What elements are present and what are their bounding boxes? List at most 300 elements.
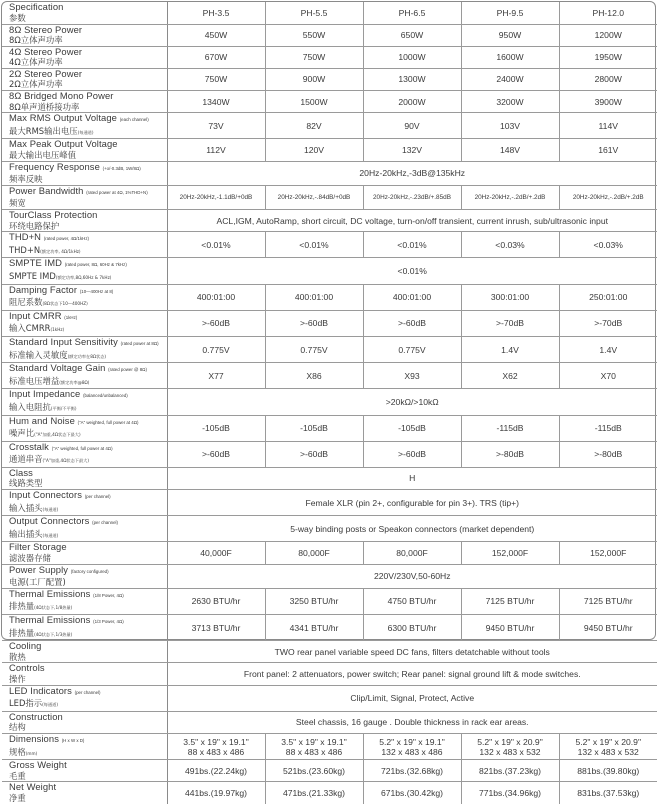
spec-label-en-note: ("A" weighted, full power at 4Ω)	[77, 419, 139, 425]
spec-value: 73V	[167, 113, 265, 139]
spec-value: 132V	[363, 139, 461, 161]
spec-value: -115dB	[461, 415, 559, 441]
spec-value: 300:01:00	[461, 284, 559, 310]
spec-value: 6300 BTU/hr	[363, 615, 461, 641]
spec-label-cn	[9, 376, 167, 389]
spec-label-en-text: Hum and Noise	[9, 414, 75, 426]
spec-label-cn	[9, 221, 167, 232]
spec-label-cn-text: 电源(工厂配置)	[9, 577, 66, 588]
spec-label-cell	[2, 711, 167, 733]
spec-label-cell	[2, 490, 167, 516]
spec-value: 400:01:00	[265, 284, 363, 310]
spec-label-en	[9, 210, 167, 221]
spec-value: 1000W	[363, 46, 461, 68]
spec-label-cell	[2, 310, 167, 336]
spec-label-cn	[9, 577, 167, 588]
spec-label-en-note: (1/3 Power, 4Ω)	[93, 619, 124, 624]
spec-label-en	[9, 641, 167, 652]
spec-value: 550W	[265, 24, 363, 46]
spec-label-cn	[9, 402, 167, 415]
spec-row	[2, 711, 657, 733]
spec-label-cn-text: LED指示	[9, 698, 43, 709]
spec-label-cell	[2, 161, 167, 185]
spec-label-en-note: (balanced/unbalanced)	[83, 393, 128, 399]
spec-value: 120V	[265, 139, 363, 161]
spec-label-en-text: Power Bandwidth	[9, 184, 84, 196]
spec-label-cell	[2, 782, 167, 804]
header-row	[2, 2, 657, 24]
spec-label-cn	[9, 428, 167, 441]
spec-label-en	[9, 311, 167, 324]
spec-row	[2, 516, 657, 542]
spec-label-cn-note: (4Ω状态下,1/8热量)	[34, 605, 73, 611]
spec-label-en	[9, 69, 167, 80]
spec-value-shared: 20Hz-20kHz,-3dB@135kHz	[167, 161, 657, 185]
spec-value: 1300W	[363, 68, 461, 90]
spec-label-en	[9, 782, 167, 793]
spec-value: 3900W	[559, 91, 657, 113]
spec-label-cn-text: 输出插头	[9, 528, 43, 539]
spec-value: 82V	[265, 113, 363, 139]
spec-label-en-text: Thermal Emissions	[9, 614, 91, 625]
spec-label-en	[9, 232, 167, 245]
dimension-mm: 88 x 483 x 486	[187, 746, 245, 757]
spec-label-en-text: Power Supply	[9, 563, 69, 575]
spec-row	[2, 363, 657, 389]
spec-label-en-text: 4Ω Stereo Power	[9, 45, 83, 57]
spec-value: 2400W	[461, 68, 559, 90]
spec-value: 1.4V	[559, 336, 657, 362]
spec-label-cn-note: ("A"加重,4Ω状态下最大)	[34, 432, 81, 438]
spec-value-shared: 5-way binding posts or Speakon connectors (market dependent)	[167, 516, 657, 542]
spec-value: 950W	[461, 24, 559, 46]
spec-label-cn	[9, 57, 167, 68]
spec-label-en	[9, 186, 167, 199]
spec-label-cn	[9, 771, 167, 782]
spec-label-cn	[9, 150, 167, 161]
spec-label-cn-note: (4Ω状态下,1/3热量)	[34, 631, 73, 637]
model-header: PH-12.0	[559, 2, 657, 24]
spec-value: 441bs.(19.97kg)	[184, 787, 248, 798]
spec-value: >-70dB	[461, 310, 559, 336]
spec-value: 750W	[167, 68, 265, 90]
spec-value: X70	[559, 363, 657, 389]
spec-label-cell	[2, 389, 167, 415]
spec-value: >-60dB	[167, 310, 265, 336]
spec-label-cell	[2, 542, 167, 564]
spec-label-en	[9, 113, 167, 126]
spec-value: 20Hz-20kHz,-.84dB/+0dB	[265, 185, 363, 209]
spec-label-cell	[2, 210, 167, 232]
spec-table-body	[2, 2, 657, 804]
spec-label-cell	[2, 441, 167, 467]
spec-label-cn	[9, 793, 167, 804]
spec-value: 1200W	[559, 24, 657, 46]
dimension-inches: 5.2" x 19" x 19.1"	[379, 736, 445, 747]
header-label-cn: 参数	[9, 12, 26, 23]
spec-label-en-note: (+o/-0.3dB, 1W/8Ω)	[102, 165, 141, 171]
spec-row	[2, 310, 657, 336]
spec-label-cn	[9, 297, 167, 310]
spec-label-cn-text: 标准电压增益	[9, 375, 60, 386]
spec-row	[2, 389, 657, 415]
spec-value: 750W	[265, 46, 363, 68]
spec-value: 1500W	[265, 91, 363, 113]
spec-label-cell	[2, 467, 167, 489]
spec-label-cn-text: 2Ω立体声功率	[9, 79, 63, 90]
spec-value: 112V	[167, 139, 265, 161]
dimension-inches: 3.5" x 19" x 19.1"	[281, 736, 347, 747]
spec-value-shared: Female XLR (pin 2+, configurable for pin 3+). TRS (tip+)	[167, 490, 657, 516]
spec-value-shared: Front panel: 2 attenuators, power switch; Rear panel: signal ground lift & mode switches.	[167, 663, 657, 685]
spec-value: 0.775V	[265, 336, 363, 362]
spec-row	[2, 185, 657, 209]
spec-label-en	[9, 565, 167, 578]
dimension-mm: 132 x 483 x 532	[577, 746, 639, 757]
spec-label-cn	[9, 79, 167, 90]
spec-label-cell	[2, 516, 167, 542]
spec-label-cn-text: 最大RMS输出电压	[9, 125, 78, 136]
spec-value-shared: >20kΩ/>10kΩ	[167, 389, 657, 415]
spec-row	[2, 91, 657, 113]
header-label-en: Specification	[9, 1, 64, 13]
spec-label-cell	[2, 588, 167, 614]
spec-label-cn-text: 输入插头	[9, 502, 43, 513]
spec-label-cn	[9, 529, 167, 542]
dimension-inches: 5.2" x 19" x 20.9"	[575, 736, 642, 747]
spec-value: >-60dB	[265, 310, 363, 336]
spec-row	[2, 336, 657, 362]
spec-value-dimensions	[265, 733, 363, 759]
spec-value-dimensions	[363, 733, 461, 759]
spec-value: 491bs.(22.24kg)	[167, 760, 265, 782]
spec-label-cell	[2, 113, 167, 139]
spec-value: 0.775V	[167, 336, 265, 362]
spec-label-cn	[9, 271, 167, 284]
spec-value: 9450 BTU/hr	[461, 615, 559, 641]
spec-value: 4750 BTU/hr	[363, 588, 461, 614]
spec-label-cell	[2, 415, 167, 441]
dimension-inches: 5.2" x 19" x 20.9"	[477, 736, 543, 747]
spec-row	[2, 139, 657, 161]
spec-value: 400:01:00	[167, 284, 265, 310]
spec-value: 3200W	[461, 91, 559, 113]
spec-label-en-text: Thermal Emissions	[9, 587, 91, 599]
spec-value: 20Hz-20kHz,-.2dB/+.2dB	[461, 185, 559, 209]
spec-label-cn	[9, 102, 167, 113]
spec-label-cn-text: 净重	[9, 792, 26, 803]
spec-label-en-text: Input CMRR	[9, 309, 62, 321]
spec-row	[2, 210, 657, 232]
spec-label-cn	[9, 126, 167, 139]
spec-row	[2, 760, 657, 782]
spec-label-en	[9, 712, 167, 723]
spec-value: -105dB	[167, 415, 265, 441]
spec-row	[2, 113, 657, 139]
spec-value: -105dB	[265, 415, 363, 441]
spec-label-en-text: Filter Storage	[9, 541, 67, 553]
spec-label-en	[9, 734, 167, 747]
spec-value: 1600W	[461, 46, 559, 68]
spec-label-cn	[9, 601, 167, 614]
spec-value: <0.01%	[363, 232, 461, 258]
spec-label-cn	[9, 323, 167, 336]
spec-value: 90V	[363, 113, 461, 139]
spec-label-en	[9, 542, 167, 553]
spec-label-cn	[9, 698, 167, 711]
spec-label-cn-text: 规格	[9, 746, 26, 757]
spec-value-shared: ACL,IGM, AutoRamp, short circuit, DC voltage, turn-on/off transient, current inrush, sub/ultrasonic input	[167, 210, 657, 232]
spec-label-en-note: (1/8 Power, 4Ω)	[93, 592, 124, 598]
spec-value: 650W	[363, 24, 461, 46]
dimension-mm: 88 x 483 x 486	[285, 746, 343, 757]
spec-label-en-note: (per channel)	[84, 494, 111, 500]
spec-value: 721bs.(32.68kg)	[363, 760, 461, 782]
spec-label-cn-text: 排热量	[9, 627, 35, 638]
spec-row	[2, 663, 657, 685]
spec-label-cn-note: (每通道)	[77, 129, 94, 135]
spec-label-en	[9, 686, 167, 699]
spec-label-en-text: Frequency Response	[9, 160, 100, 172]
spec-value: 771bs.(34.96kg)	[461, 782, 559, 804]
spec-label-cn	[9, 553, 167, 564]
spec-value: 670W	[167, 46, 265, 68]
spec-label-cn	[9, 722, 167, 733]
spec-label-cn	[9, 198, 167, 209]
spec-label-en-note: (per channel)	[92, 520, 118, 526]
spec-row	[2, 161, 657, 185]
spec-label-en-text: TourClass Protection	[9, 209, 98, 220]
spec-value: 3713 BTU/hr	[167, 615, 265, 641]
spec-label-en-note: (10—400Hz at 8)	[79, 288, 114, 294]
spec-label-cn	[9, 674, 167, 685]
model-header: PH-6.5	[363, 2, 461, 24]
spec-label-en-text: Controls	[9, 662, 45, 674]
spec-value: 20Hz-20kHz,-.23dB/+.85dB	[363, 185, 461, 209]
spec-label-cn-note: (8Ω状态下10—400HZ)	[42, 301, 88, 307]
spec-label-cell	[2, 68, 167, 90]
spec-label-en	[9, 389, 167, 402]
spec-value: 114V	[559, 113, 657, 139]
spec-label-cn-note: (平衡/不平衡)	[50, 405, 77, 411]
spec-label-en	[9, 363, 167, 376]
spec-value: 400:01:00	[363, 284, 461, 310]
spec-label-cn-text: 滤波器存储	[9, 553, 51, 564]
spec-label-en-note: (each channel)	[119, 117, 149, 123]
spec-label-cell	[2, 685, 167, 711]
spec-label-en-note: (factory configured)	[70, 568, 109, 574]
spec-value: 152,000F	[559, 542, 657, 564]
spec-value: >-60dB	[265, 441, 363, 467]
spec-label-cn-text: 4Ω立体声功率	[9, 57, 63, 68]
spec-value: <0.01%	[167, 232, 265, 258]
spec-label-cn-text: 环绕电路保护	[9, 220, 60, 231]
spec-label-en-text: Construction	[9, 710, 63, 722]
spec-value: 7125 BTU/hr	[461, 588, 559, 614]
spec-label-cn-text: 标准输入灵敏度	[9, 349, 68, 360]
spec-label-cn	[9, 245, 167, 258]
spec-label-cn-note: (每通道)	[42, 506, 59, 512]
spec-label-en-text: Max Peak Output Voltage	[9, 138, 118, 150]
spec-value: >-60dB	[167, 441, 265, 467]
spec-row	[2, 441, 657, 467]
spec-label-cn	[9, 350, 167, 363]
spec-label-en	[9, 162, 167, 175]
spec-value-dimensions	[461, 733, 559, 759]
spec-label-cell	[2, 760, 167, 782]
spec-label-cell	[2, 232, 167, 258]
spec-value: >-70dB	[559, 310, 657, 336]
spec-value: 831bs.(37.53kg)	[559, 782, 657, 804]
spec-value: 450W	[167, 24, 265, 46]
spec-label-cn-note: ("A"加重,4Ω状态下最大)	[42, 458, 89, 464]
spec-label-cn-note: (额定功率在8Ω状态)	[67, 353, 107, 359]
spec-label-en	[9, 258, 167, 271]
spec-label-en-text: Crosstalk	[9, 440, 49, 452]
model-header: PH-9.5	[461, 2, 559, 24]
spec-row	[2, 232, 657, 258]
spec-label-en	[9, 337, 167, 350]
spec-value: 2630 BTU/hr	[167, 588, 265, 614]
spec-value: 2800W	[559, 68, 657, 90]
spec-label-cn	[9, 628, 167, 641]
spec-value-shared: 220V/230V,50-60Hz	[167, 564, 657, 588]
spec-table	[2, 2, 657, 804]
spec-label-cn-text: 频率反映	[9, 174, 43, 185]
spec-label-en-text: Class	[9, 466, 33, 478]
spec-value: 80,000F	[265, 542, 363, 564]
spec-value: 1.4V	[461, 336, 559, 362]
spec-label-cn-text: 最大输出电压峰值	[9, 150, 76, 161]
spec-label-cn-text: 8Ω立体声功率	[9, 35, 63, 46]
spec-label-en-text: Input Impedance	[9, 388, 81, 400]
spec-row	[2, 615, 657, 641]
spec-label-en	[9, 615, 167, 628]
spec-label-en-text: Output Connectors	[9, 515, 90, 527]
spec-value: <0.03%	[461, 232, 559, 258]
spec-label-en-note: ("A" weighted, full power at 4Ω)	[51, 445, 113, 451]
spec-label-cn	[9, 454, 167, 467]
spec-value: 20Hz-20kHz,-.2dB/+.2dB	[559, 185, 657, 209]
spec-label-cn-text: 阻尼系数	[9, 297, 43, 308]
spec-label-cell	[2, 615, 167, 641]
spec-value: 671bs.(30.42kg)	[363, 782, 461, 804]
spec-label-cn-text: 散热	[9, 651, 26, 662]
spec-label-en	[9, 91, 167, 102]
spec-label-cn-text: SMPTE IMD	[9, 270, 56, 281]
spec-value: X86	[265, 363, 363, 389]
spec-label-cell	[2, 139, 167, 161]
spec-value: X62	[461, 363, 559, 389]
spec-table-frame	[1, 1, 656, 803]
spec-label-cn	[9, 747, 167, 760]
spec-row	[2, 564, 657, 588]
spec-value-dimensions	[167, 733, 265, 759]
spec-label-en-note: (rated power @ 8Ω)	[108, 367, 147, 373]
spec-label-en-note: (1kHz)	[64, 314, 78, 320]
spec-row	[2, 490, 657, 516]
spec-value: 4341 BTU/hr	[265, 615, 363, 641]
spec-label-en-text: 8Ω Bridged Mono Power	[9, 90, 114, 102]
spec-label-cn	[9, 35, 167, 46]
spec-row	[2, 733, 657, 759]
spec-label-cell	[2, 733, 167, 759]
spec-value: 471bs.(21.33kg)	[265, 782, 363, 804]
spec-row	[2, 24, 657, 46]
spec-row	[2, 685, 657, 711]
spec-label-en-text: Standard Voltage Gain	[9, 362, 106, 374]
spec-label-en	[9, 468, 167, 479]
dimension-mm: 132 x 483 x 532	[479, 746, 541, 757]
spec-value: 9450 BTU/hr	[559, 615, 657, 641]
spec-label-cn	[9, 503, 167, 516]
spec-label-cell	[2, 564, 167, 588]
spec-label-en	[9, 139, 167, 150]
spec-value: 881bs.(39.80kg)	[559, 760, 657, 782]
spec-label-cell	[2, 24, 167, 46]
spec-label-cn-text: 噪声比	[9, 428, 35, 439]
spec-value: 821bs.(37.23kg)	[461, 760, 559, 782]
spec-value: >-60dB	[363, 310, 461, 336]
spec-label-cn-text: 毛重	[9, 770, 26, 781]
spec-label-cell	[2, 284, 167, 310]
spec-row	[2, 542, 657, 564]
spec-label-cn-text: 8Ω单声道桥接功率	[9, 101, 80, 112]
spec-label-cn-text: 排热量	[9, 601, 35, 612]
spec-label-cn-note: (额定功率, 4Ω/1kHz)	[40, 248, 81, 254]
spec-label-cn-text: 频宽	[9, 198, 26, 209]
spec-value-dimensions	[559, 733, 657, 759]
spec-row	[2, 68, 657, 90]
spec-value: -115dB	[559, 415, 657, 441]
spec-label-en-note: (rated power at 8Ω)	[120, 340, 159, 346]
spec-label-en	[9, 516, 167, 529]
spec-label-en-text: Max RMS Output Voltage	[9, 112, 117, 124]
spec-row	[2, 782, 657, 804]
spec-label-cn-note: (每通道)	[42, 532, 59, 538]
spec-label-en-text: THD+N	[9, 231, 42, 243]
spec-row	[2, 284, 657, 310]
spec-label-en-note: (per channel)	[74, 689, 101, 695]
spec-value: 152,000F	[461, 542, 559, 564]
spec-label-en	[9, 25, 167, 36]
header-label-cell	[2, 2, 167, 24]
dimension-mm: 132 x 483 x 486	[381, 746, 443, 757]
spec-value: 20Hz-20kHz,-1.1dB/+0dB	[167, 185, 265, 209]
spec-label-cell	[2, 363, 167, 389]
spec-value: -105dB	[363, 415, 461, 441]
spec-value: 0.775V	[363, 336, 461, 362]
spec-label-cell	[2, 663, 167, 685]
spec-value: >-80dB	[461, 441, 559, 467]
spec-row	[2, 258, 657, 284]
spec-label-en-text: 2Ω Stereo Power	[9, 67, 83, 79]
model-header: PH-3.5	[167, 2, 265, 24]
spec-row	[2, 467, 657, 489]
spec-label-cn-text: 线路类型	[9, 478, 43, 489]
spec-label-cn-text: 输入CMRR	[9, 323, 51, 334]
spec-value: <0.01%	[265, 232, 363, 258]
spec-label-cn-note: (每通道)	[42, 702, 59, 708]
spec-label-en	[9, 490, 167, 503]
spec-label-cn-text: 通道串音	[9, 454, 43, 465]
spec-label-en-text: Cooling	[9, 640, 42, 652]
spec-label-en-text: Damping Factor	[9, 283, 78, 295]
spec-value: X77	[167, 363, 265, 389]
spec-value-shared: Steel chassis, 16 gauge . Double thickness in rack ear areas.	[167, 711, 657, 733]
spec-label-en-note: (rated power, 4Ω/1kHz)	[43, 236, 89, 242]
spec-value: 250:01:00	[559, 284, 657, 310]
